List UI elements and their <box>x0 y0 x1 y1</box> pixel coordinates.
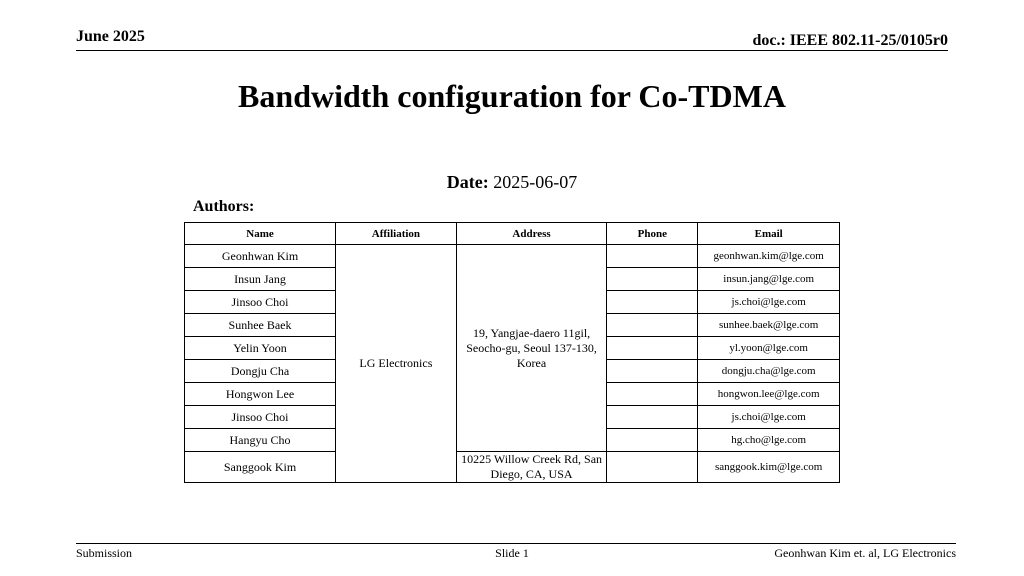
author-phone <box>607 268 698 291</box>
author-email: js.choi@lge.com <box>698 291 840 314</box>
date-value: 2025-06-07 <box>493 172 578 192</box>
footer-submission: Submission <box>76 546 133 560</box>
authors-label: Authors: <box>193 198 255 215</box>
authors-table <box>184 222 840 483</box>
footer-authors: Geonhwan Kim et. al, LG Electronics <box>774 546 956 560</box>
affiliation-cell: LG Electronics <box>336 245 457 483</box>
table-row <box>185 452 840 483</box>
author-email: insun.jang@lge.com <box>698 268 840 291</box>
author-name: Yelin Yoon <box>185 337 336 360</box>
author-phone <box>607 291 698 314</box>
author-email: yl.yoon@lge.com <box>698 337 840 360</box>
author-name: Jinsoo Choi <box>185 406 336 429</box>
author-name: Insun Jang <box>185 268 336 291</box>
col-header-affiliation: Affiliation <box>336 223 457 245</box>
author-phone <box>607 360 698 383</box>
col-header-name: Name <box>185 223 336 245</box>
author-email: hg.cho@lge.com <box>698 429 840 452</box>
author-name: Sanggook Kim <box>185 452 336 483</box>
col-header-address: Address <box>456 223 607 245</box>
author-phone <box>607 245 698 268</box>
address-korea-cell: 19, Yangjae-daero 11gil, Seocho-gu, Seoul 137-130, Korea <box>456 245 607 452</box>
author-name: Hangyu Cho <box>185 429 336 452</box>
col-header-email: Email <box>698 223 840 245</box>
author-name: Jinsoo Choi <box>185 291 336 314</box>
header-doc-id: doc.: IEEE 802.11-25/0105r0 <box>752 32 948 49</box>
date-label: Date: <box>446 172 489 192</box>
date-line <box>0 172 1024 193</box>
author-phone <box>607 337 698 360</box>
col-header-phone: Phone <box>607 223 698 245</box>
author-phone <box>607 314 698 337</box>
author-email: sanggook.kim@lge.com <box>698 452 840 483</box>
author-email: dongju.cha@lge.com <box>698 360 840 383</box>
slide-title: Bandwidth configuration for Co-TDMA <box>238 78 786 114</box>
author-email: hongwon.lee@lge.com <box>698 383 840 406</box>
footer-divider <box>76 543 956 544</box>
author-name: Sunhee Baek <box>185 314 336 337</box>
author-phone <box>607 406 698 429</box>
author-phone <box>607 452 698 483</box>
header-date: June 2025 <box>76 28 145 45</box>
table-row <box>185 245 840 268</box>
author-name: Geonhwan Kim <box>185 245 336 268</box>
author-email: geonhwan.kim@lge.com <box>698 245 840 268</box>
header-divider <box>76 50 948 51</box>
table-header-row <box>185 223 840 245</box>
address-us-cell: 10225 Willow Creek Rd, San Diego, CA, USA <box>456 452 607 483</box>
author-name: Hongwon Lee <box>185 383 336 406</box>
author-email: js.choi@lge.com <box>698 406 840 429</box>
author-name: Dongju Cha <box>185 360 336 383</box>
author-phone <box>607 429 698 452</box>
author-email: sunhee.baek@lge.com <box>698 314 840 337</box>
footer-slide-number: Slide 1 <box>495 546 529 560</box>
author-phone <box>607 383 698 406</box>
